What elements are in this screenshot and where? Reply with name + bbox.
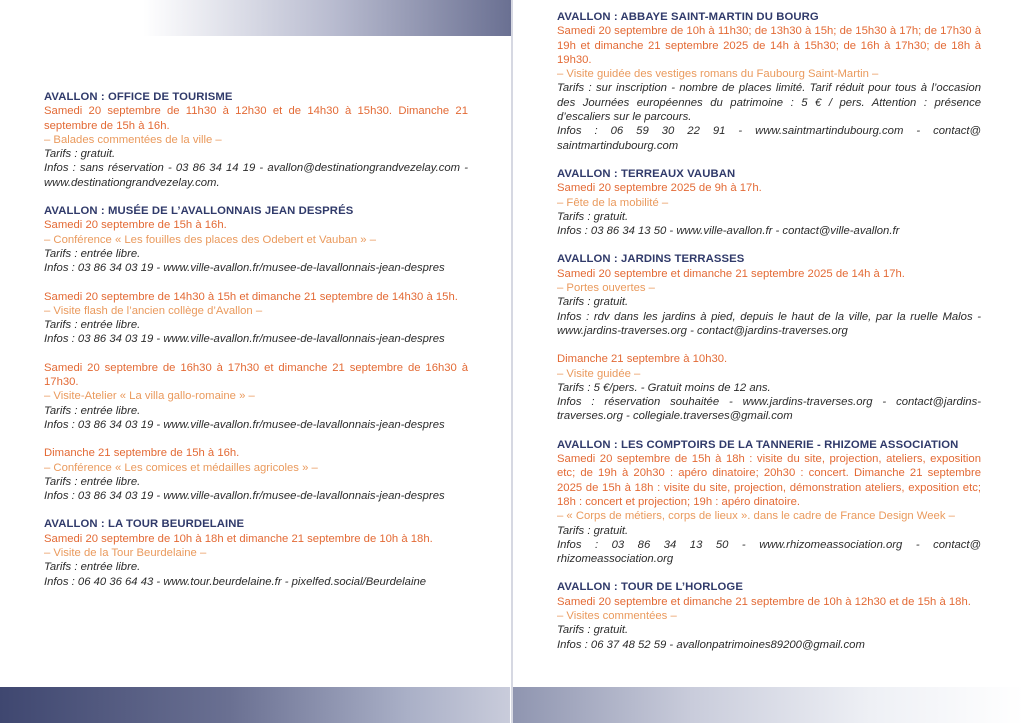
event-infos: Infos : rdv dans les jardins à pied, depuis le haut de la ville, par la ruelle Malos - www.jardins-traverses.org - contact@jardins-traverses.org (557, 310, 981, 337)
event-infos: Infos : 03 86 34 03 19 - www.ville-avallon.fr/musee-de-lavallonnais-jean-despres (44, 262, 445, 275)
event-name: – Portes ouvertes – (557, 282, 655, 295)
event-entry (557, 252, 981, 338)
event-dates: Samedi 20 septembre de 11h30 à 12h30 et de 14h30 à 15h30. Dimanche 21 septembre de 15h à 16h. (44, 105, 468, 132)
top-decorative-band (0, 0, 511, 36)
event-name: – Visite-Atelier « La villa gallo-romaine » – (44, 390, 255, 403)
event-dates: Dimanche 21 septembre de 15h à 16h. (44, 447, 240, 460)
bottom-left-decorative-band (0, 687, 510, 723)
event-entry (44, 204, 468, 275)
event-tarifs: Tarifs : sur inscription - nombre de places limité. Tarif réduit pour tous à l’occasion des Journées européennes du patrimoine : 5 € / pers. Attention : présence d’escaliers sur le parcours. (557, 82, 981, 124)
event-name: – Visite de la Tour Beurdelaine – (44, 547, 207, 560)
event-dates: Samedi 20 septembre de 15h à 18h : visite du site, projection, ateliers, exposition etc; de 19h à 20h30 : apéro dinatoire; 20h30 : concert. Dimanche 21 septembre 2025 de 15h à 18h : visite du site, projection, démonstration ateliers, exposition etc; 18h : concert et projection; 19h : apéro dinatoire. (557, 453, 981, 508)
event-dates: Dimanche 21 septembre à 10h30. (557, 353, 728, 366)
event-entry (557, 10, 981, 153)
event-name: – Visites commentées – (557, 609, 677, 622)
event-dates: Samedi 20 septembre de 10h à 18h et dimanche 21 septembre de 10h à 18h. (44, 532, 433, 545)
event-infos: Infos : 03 86 34 13 50 - www.ville-avallon.fr - contact@ville-avallon.fr (557, 225, 900, 238)
event-name: – Balades commentées de la ville – (44, 133, 222, 146)
event-infos: Infos : sans réservation - 03 86 34 14 19 - avallon@destinationgrandvezelay.com - www.destinationgrandvezelay.com. (44, 162, 468, 189)
event-entry (557, 352, 981, 423)
event-name: – Visite guidée – (557, 367, 641, 380)
event-tarifs: Tarifs : entrée libre. (44, 475, 141, 488)
venue-title: AVALLON : TERREAUX VAUBAN (557, 167, 736, 180)
event-infos: Infos : 03 86 34 03 19 - www.ville-avallon.fr/musee-de-lavallonnais-jean-despres (44, 418, 445, 431)
event-infos: Infos : 03 86 34 03 19 - www.ville-avallon.fr/musee-de-lavallonnais-jean-despres (44, 490, 445, 503)
event-entry (44, 361, 468, 432)
event-entry (44, 517, 468, 588)
page-gutter (511, 0, 513, 723)
event-tarifs: Tarifs : gratuit. (557, 524, 629, 537)
event-infos: Infos : 06 40 36 64 43 - www.tour.beurdelaine.fr - pixelfed.social/Beurdelaine (44, 575, 427, 588)
event-tarifs: Tarifs : gratuit. (557, 296, 629, 309)
event-dates: Samedi 20 septembre de 14h30 à 15h et dimanche 21 septembre de 14h30 à 15h. (44, 290, 458, 303)
venue-title: AVALLON : LA TOUR BEURDELAINE (44, 518, 245, 531)
venue-title: AVALLON : MUSÉE DE L’AVALLONNAIS JEAN DESPRÉS (44, 205, 354, 218)
event-infos: Infos : 06 59 30 22 91 - www.saintmartindubourg.com - contact@ saintmartindubourg.com (557, 125, 981, 152)
event-name: – Fête de la mobilité – (557, 196, 669, 209)
event-name: – Visite guidée des vestiges romans du Faubourg Saint-Martin – (557, 68, 879, 81)
event-entry (44, 290, 468, 347)
event-tarifs: Tarifs : entrée libre. (44, 404, 141, 417)
event-name: – Visite flash de l’ancien collège d’Avallon – (44, 304, 263, 317)
event-name: – Conférence « Les fouilles des places des Odebert et Vauban » – (44, 233, 377, 246)
event-entry (557, 167, 981, 238)
event-entry (44, 90, 468, 190)
event-dates: Samedi 20 septembre de 15h à 16h. (44, 219, 227, 232)
event-dates: Samedi 20 septembre de 16h30 à 17h30 et dimanche 21 septembre de 16h30 à 17h30. (44, 361, 468, 389)
venue-title: AVALLON : ABBAYE SAINT-MARTIN DU BOURG (557, 11, 819, 23)
event-tarifs: Tarifs : entrée libre. (44, 561, 141, 574)
venue-title: AVALLON : TOUR DE L’HORLOGE (557, 581, 743, 594)
event-dates: Samedi 20 septembre et dimanche 21 septembre 2025 de 14h à 17h. (557, 267, 905, 280)
event-entry (44, 446, 468, 503)
event-name: – Conférence « Les comices et médailles agricoles » – (44, 461, 318, 474)
event-infos: Infos : 03 86 34 13 50 - www.rhizomeassociation.org - contact@ rhizomeassociation.org (557, 538, 981, 566)
event-infos: Infos : 03 86 34 03 19 - www.ville-avallon.fr/musee-de-lavallonnais-jean-despres (44, 333, 445, 346)
event-dates: Samedi 20 septembre 2025 de 9h à 17h. (557, 182, 762, 195)
event-tarifs: Tarifs : entrée libre. (44, 247, 141, 260)
event-tarifs: Tarifs : gratuit. (557, 624, 629, 637)
event-dates: Samedi 20 septembre de 10h à 11h30; de 13h30 à 15h; de 15h30 à 17h; de 17h30 à 19h et dimanche 21 septembre 2025 de 14h à 15h30; de 16h à 17h30; de 18h à 19h30. (557, 25, 981, 66)
right-column (557, 10, 981, 666)
event-tarifs: Tarifs : entrée libre. (44, 319, 141, 332)
venue-title: AVALLON : OFFICE DE TOURISME (44, 91, 233, 103)
event-tarifs: Tarifs : gratuit. (557, 210, 629, 223)
bottom-right-decorative-band (513, 687, 1024, 723)
event-name: – « Corps de métiers, corps de lieux ». dans le cadre de France Design Week – (557, 510, 955, 523)
left-column (44, 90, 468, 603)
event-entry (557, 580, 981, 651)
event-entry (557, 438, 981, 567)
venue-title: AVALLON : LES COMPTOIRS DE LA TANNERIE - RHIZOME ASSOCIATION (557, 438, 959, 451)
event-dates: Samedi 20 septembre et dimanche 21 septembre de 10h à 12h30 et de 15h à 18h. (557, 595, 971, 608)
venue-title: AVALLON : JARDINS TERRASSES (557, 253, 745, 266)
event-tarifs: Tarifs : 5 €/pers. - Gratuit moins de 12 ans. (557, 381, 771, 394)
event-infos: Infos : 06 37 48 52 59 - avallonpatrimoines89200@gmail.com (557, 638, 865, 651)
event-infos: Infos : réservation souhaitée - www.jardins-traverses.org - contact@jardins-traverses.org - collegiale.traverses@gmail.com (557, 396, 981, 423)
event-tarifs: Tarifs : gratuit. (44, 148, 116, 161)
